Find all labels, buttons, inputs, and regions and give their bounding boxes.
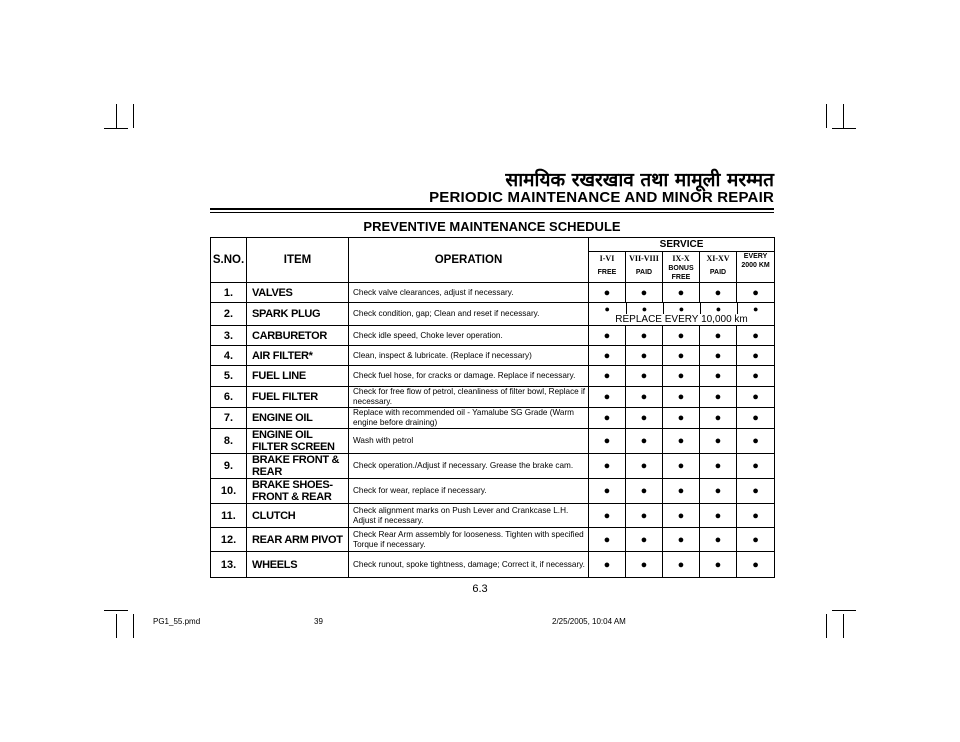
service-col: IX-X BONUS FREE (663, 252, 700, 283)
row-item: BRAKE FRONT & REAR (247, 454, 349, 479)
row-item: REAR ARM PIVOT (247, 528, 349, 552)
service-dot: ● (737, 366, 775, 387)
schedule-title: PREVENTIVE MAINTENANCE SCHEDULE (363, 219, 621, 234)
service-dot: ● (663, 429, 700, 454)
row-item: AIR FILTER* (247, 346, 349, 366)
service-dot: ● (626, 528, 663, 552)
service-dot: ● (589, 366, 626, 387)
service-dot: ● (737, 283, 775, 303)
footer-datetime: 2/25/2005, 10:04 AM (552, 617, 626, 626)
service-dot: ● (737, 479, 775, 504)
service-dot: ● (589, 387, 626, 408)
service-dot: ● (737, 552, 775, 578)
service-dot: ● (737, 326, 775, 346)
crop-mark (843, 614, 844, 638)
row-item: FUEL FILTER (247, 387, 349, 408)
service-dot: ● (626, 346, 663, 366)
row-sno: 8. (211, 429, 247, 454)
service-col: XI-XV PAID (700, 252, 737, 283)
service-dot: ● (589, 479, 626, 504)
service-dot: ● (663, 504, 700, 528)
row-item: WHEELS (247, 552, 349, 578)
row-sno: 3. (211, 326, 247, 346)
crop-mark (133, 614, 134, 638)
row-item: FUEL LINE (247, 366, 349, 387)
service-dot: ● (626, 366, 663, 387)
row-operation: Check for wear, replace if necessary. (349, 479, 589, 504)
table-row (211, 479, 775, 504)
crop-mark (104, 610, 128, 611)
row-sno: 5. (211, 366, 247, 387)
service-dot: ● (589, 429, 626, 454)
service-dot: ● (700, 429, 737, 454)
table-row (211, 528, 775, 552)
title-rule (210, 212, 774, 213)
row-operation: Check for free flow of petrol, cleanliness of filter bowl, Replace if necessary. (349, 387, 589, 408)
page-title: PERIODIC MAINTENANCE AND MINOR REPAIR (429, 189, 774, 206)
row-operation: Check idle speed, Choke lever operation. (349, 326, 589, 346)
row-sno: 13. (211, 552, 247, 578)
header-item: ITEM (247, 238, 349, 283)
service-dot: ● (589, 552, 626, 578)
service-dot: ● (589, 504, 626, 528)
table-row (211, 454, 775, 479)
maintenance-schedule-table (210, 237, 775, 578)
row-item: CARBURETOR (247, 326, 349, 346)
service-dot: ● (737, 408, 775, 429)
service-dot: ● (589, 454, 626, 479)
row-operation: Check fuel hose, for cracks or damage. Replace if necessary. (349, 366, 589, 387)
service-dot: ● (737, 429, 775, 454)
service-dot: ● (663, 387, 700, 408)
crop-mark (104, 128, 128, 129)
service-dot: ● (737, 303, 774, 314)
service-dot: ● (663, 528, 700, 552)
crop-mark (116, 614, 117, 638)
service-dot: ● (589, 408, 626, 429)
service-dot: ● (663, 346, 700, 366)
service-dot: ● (700, 366, 737, 387)
table-row (211, 326, 775, 346)
service-dot: ● (663, 366, 700, 387)
table-row (211, 303, 775, 326)
table-row (211, 346, 775, 366)
service-dot: ● (626, 408, 663, 429)
table-row (211, 387, 775, 408)
service-dot: ● (589, 528, 626, 552)
crop-mark (832, 128, 856, 129)
row-operation: Wash with petrol (349, 429, 589, 454)
row-operation: Replace with recommended oil - Yamalube SG Grade (Warm engine before draining) (349, 408, 589, 429)
service-dot: ● (589, 283, 626, 303)
service-dot: ● (737, 454, 775, 479)
service-col: VII-VIII PAID (626, 252, 663, 283)
title-rule (210, 208, 774, 210)
service-dot: ● (700, 504, 737, 528)
service-dot: ● (663, 552, 700, 578)
header-sno: S.NO. (211, 238, 247, 283)
crop-mark (133, 104, 134, 128)
service-dot: ● (626, 479, 663, 504)
row-sno: 1. (211, 283, 247, 303)
row-sno: 12. (211, 528, 247, 552)
crop-mark (832, 610, 856, 611)
table-row (211, 504, 775, 528)
row-sno: 2. (211, 303, 247, 326)
crop-mark (826, 104, 827, 128)
row-item: BRAKE SHOES- FRONT & REAR (247, 479, 349, 504)
header-operation: OPERATION (349, 238, 589, 283)
row-sno: 10. (211, 479, 247, 504)
service-dot: ● (700, 552, 737, 578)
row-sno: 7. (211, 408, 247, 429)
service-dot: ● (626, 454, 663, 479)
row-operation: Check valve clearances, adjust if necessary. (349, 283, 589, 303)
service-dot: ● (626, 326, 663, 346)
service-dot: ● (737, 504, 775, 528)
row-sno: 6. (211, 387, 247, 408)
row-item: ENGINE OIL FILTER SCREEN (247, 429, 349, 454)
service-dot: ● (663, 326, 700, 346)
row-sno: 9. (211, 454, 247, 479)
page-title-hindi: सामयिक रखरखाव तथा मामूली मरम्मत (505, 169, 774, 191)
row-operation: Check Rear Arm assembly for looseness. Tighten with specified Torque if necessary. (349, 528, 589, 552)
service-dot: ● (700, 326, 737, 346)
service-dot: ● (737, 387, 775, 408)
header-service: SERVICE (589, 238, 775, 252)
service-dot: ● (626, 387, 663, 408)
service-dot: ● (700, 479, 737, 504)
service-dot: ● (604, 303, 610, 314)
table-row (211, 552, 775, 578)
service-dot: ● (626, 303, 663, 314)
service-dot: ● (737, 346, 775, 366)
footer-file: PG1_55.pmd (153, 617, 201, 626)
service-marks (589, 303, 775, 326)
service-dot: ● (700, 408, 737, 429)
page-number: 6.3 (472, 583, 488, 595)
row-item: VALVES (247, 283, 349, 303)
row-sno: 11. (211, 504, 247, 528)
crop-mark (826, 614, 827, 638)
service-dot: ● (737, 528, 775, 552)
row-item: ENGINE OIL (247, 408, 349, 429)
service-dot: ● (626, 504, 663, 528)
service-dot: ● (626, 552, 663, 578)
service-dot: ● (663, 408, 700, 429)
crop-mark (843, 104, 844, 128)
service-dot: ● (700, 283, 737, 303)
table-row (211, 283, 775, 303)
row-operation: Clean, inspect & lubricate. (Replace if necessary) (349, 346, 589, 366)
row-item: SPARK PLUG (247, 303, 349, 326)
service-dot: ● (663, 303, 700, 314)
crop-mark (116, 104, 117, 128)
service-dot: ● (700, 528, 737, 552)
service-dot: ● (589, 346, 626, 366)
table-row (211, 366, 775, 387)
service-dot: ● (700, 387, 737, 408)
service-dot: ● (663, 283, 700, 303)
service-col: I-VI FREE (589, 252, 626, 283)
service-dot: ● (700, 303, 737, 314)
service-dot: ● (626, 429, 663, 454)
replace-note: REPLACE EVERY 10,000 km (615, 314, 748, 325)
table-row (211, 429, 775, 454)
row-operation: Check condition, gap; Clean and reset if necessary. (349, 303, 589, 326)
service-dot: ● (663, 454, 700, 479)
service-dot: ● (663, 479, 700, 504)
service-dot: ● (626, 283, 663, 303)
footer-page: 39 (314, 617, 323, 626)
service-dot: ● (589, 326, 626, 346)
service-dot: ● (700, 454, 737, 479)
row-operation: Check alignment marks on Push Lever and Crankcase L.H. Adjust if necessary. (349, 504, 589, 528)
row-operation: Check runout, spoke tightness, damage; Correct it, if necessary. (349, 552, 589, 578)
row-sno: 4. (211, 346, 247, 366)
table-row (211, 408, 775, 429)
service-col: EVERY 2000 KM (737, 252, 775, 283)
row-item: CLUTCH (247, 504, 349, 528)
row-operation: Check operation./Adjust if necessary. Grease the brake cam. (349, 454, 589, 479)
service-dot: ● (700, 346, 737, 366)
